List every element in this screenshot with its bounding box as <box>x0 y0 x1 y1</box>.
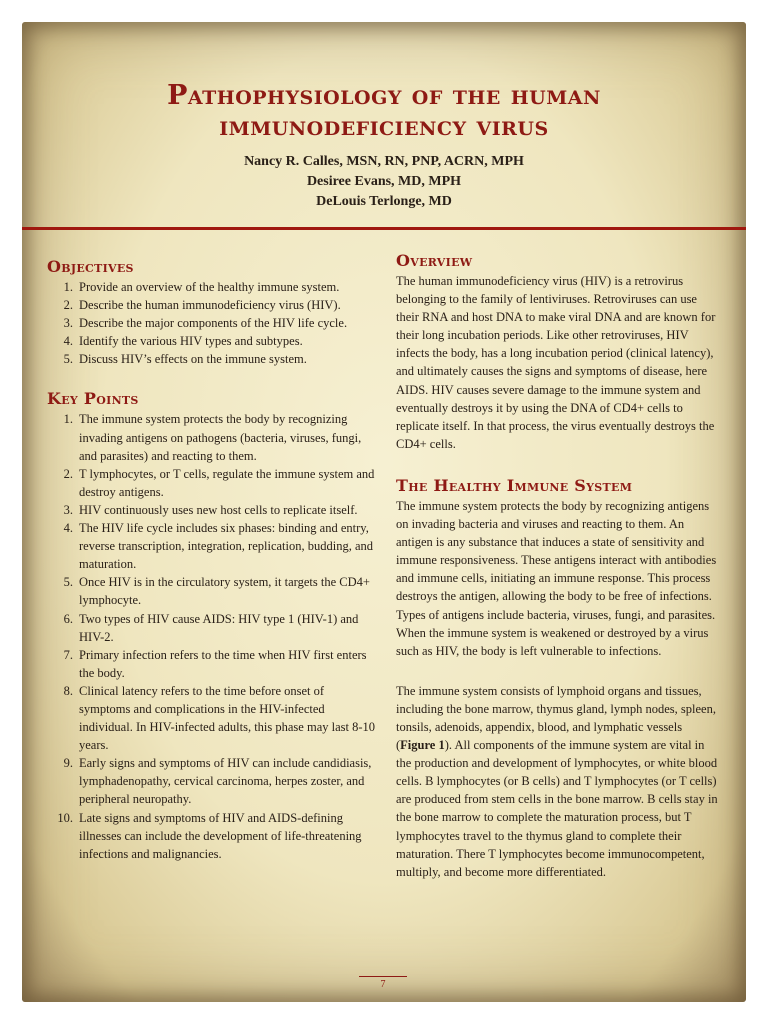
title-line-1: Pathophysiology of the human <box>167 80 601 111</box>
right-column <box>396 250 722 881</box>
key-points-list <box>47 410 377 862</box>
healthy-paragraph-1: The immune system protects the body by recognizing antigens on invading bacteria and viruses and reacting to them. An antigen is any substance that induces a state of sensitivity and immune responsiveness. These antigens interact with antibodies and immune cells, initiating an immune response. This process destroys the antigen, allowing the body to be free of infections. Types of antigens include bacteria, viruses, fungi, and parasites. When the immune system is weakened or destroyed by a virus such as HIV, the body is left vulnerable to infections. <box>396 498 717 658</box>
author-2: Desiree Evans, MD, MPH <box>306 174 462 189</box>
list-item: 3. HIV continuously uses new host cells to replicate itself. <box>63 502 358 517</box>
list-item: 1. The immune system protects the body by recognizing invading antigens on pathogens (bacteria, viruses, fungi, and parasites) and reacting to them. <box>63 412 362 463</box>
author-1: Nancy R. Calles, MSN, RN, PNP, ACRN, MPH <box>244 154 524 169</box>
objectives-list <box>47 278 377 368</box>
header-divider <box>22 227 746 230</box>
list-item: 4. Identify the various HIV types and subtypes. <box>63 334 303 349</box>
document-title <box>22 80 746 142</box>
overview-heading: Overview <box>396 251 473 270</box>
list-item: 5. Discuss HIV’s effects on the immune system. <box>63 352 307 367</box>
healthy-paragraph-2: The immune system consists of lymphoid organs and tissues, including the bone marrow, thymus gland, lymph nodes, spleen, tonsils, adenoids, appendix, blood, and lymphatic vessels (Figure 1). All components of the immune system are vital in the production and development of lymphocytes, or white blood cells. B lymphocytes (or B cells) and T lymphocytes (or T cells) are produced from stem cells in the bone marrow. B cells stay in the bone marrow to complete the maturation process, but T lymphocytes travel to the thymus gland to complete their maturation. There T lymphocytes become immunocompetent, multiply, and become more differentiated. <box>396 683 718 879</box>
objectives-heading: Objectives <box>47 257 134 276</box>
list-item: 2. T lymphocytes, or T cells, regulate the immune system and destroy antigens. <box>63 466 375 499</box>
key-points-heading: Key Points <box>47 389 139 409</box>
list-item: 4. The HIV life cycle includes six phases: binding and entry, reverse transcription, integration, replication, budding, and maturation. <box>63 521 374 572</box>
figure-reference: Figure 1 <box>400 738 445 753</box>
list-item: 8. Clinical latency refers to the time before onset of symptoms and complications in the HIV-infected individual. In HIV-infected adults, this phase may last 8-10 years. <box>63 683 376 753</box>
list-item: 1. Provide an overview of the healthy immune system. <box>63 280 340 294</box>
healthy-immune-system-heading: The Healthy Immune System <box>396 475 633 495</box>
list-item: 5. Once HIV is in the circulatory system, it targets the CD4+ lymphocyte. <box>63 575 370 608</box>
left-column <box>47 250 377 863</box>
page-number: 7 <box>380 979 386 990</box>
overview-paragraph: The human immunodeficiency virus (HIV) is a retrovirus belonging to the family of lentiviruses. Retroviruses can use their RNA and host DNA to make viral DNA and are known for their long incubation periods. Like other retroviruses, HIV infects the body, has a long incubation period (clinical latency), and ultimately causes the signs and symptoms of disease, here AIDS. HIV causes severe damage to the immune system and eventually destroys it by using the DNA of CD4+ cells to replicate itself. In that process, the virus eventually destroys the CD4+ cells. <box>396 274 716 451</box>
list-item: 9. Early signs and symptoms of HIV can include candidiasis, lymphadenopathy, cervical carcinoma, herpes zoster, and peripheral neuropathy. <box>63 756 372 807</box>
title-line-2: immunodeficiency virus <box>219 111 549 142</box>
list-item: 3. Describe the major components of the HIV life cycle. <box>63 316 348 331</box>
list-item: 6. Two types of HIV cause AIDS: HIV type 1 (HIV-1) and HIV-2. <box>63 611 359 644</box>
document-page <box>22 22 746 1002</box>
list-item: 2. Describe the human immunodeficiency virus (HIV). <box>63 298 341 313</box>
list-item: 7. Primary infection refers to the time when HIV first enters the body. <box>63 647 367 680</box>
list-item: 10. Late signs and symptoms of HIV and AIDS-defining illnesses can include the development of life-threatening infections and malignancies. <box>57 810 362 861</box>
author-list <box>22 152 746 212</box>
author-3: DeLouis Terlonge, MD <box>316 194 452 209</box>
footer-rule <box>359 976 407 977</box>
